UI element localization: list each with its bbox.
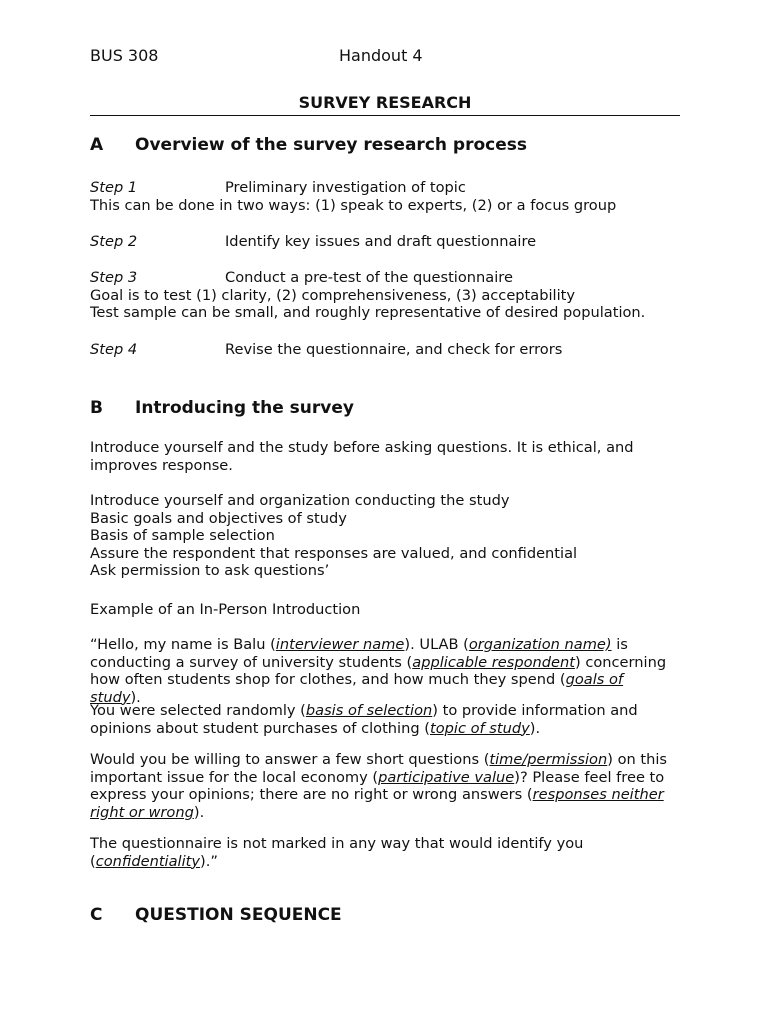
step-label: Step 2 — [90, 233, 138, 250]
placeholder-term: interviewer name — [275, 636, 405, 653]
section-b-title: Introducing the survey — [135, 398, 354, 418]
placeholder-term: organization name) — [468, 636, 612, 653]
section-b-letter: B — [90, 398, 103, 418]
section-c-title: QUESTION SEQUENCE — [135, 905, 342, 925]
example-label: Example of an In-Person Introduction — [90, 601, 361, 618]
list-item: Basis of sample selection — [90, 527, 275, 545]
section-a-heading — [90, 137, 527, 155]
intro-paragraph: Introduce yourself and the study before asking questions. It is ethical, and improves response. — [90, 439, 634, 474]
intro-checklist — [90, 492, 680, 580]
step-note: Goal is to test (1) clarity, (2) comprehensiveness, (3) acceptability — [90, 286, 576, 304]
step-note: This can be done in two ways: (1) speak to experts, (2) or a focus group — [90, 196, 617, 214]
list-item: Basic goals and objectives of study — [90, 509, 347, 527]
step-label: Step 3 — [90, 269, 138, 286]
section-a-letter: A — [90, 135, 104, 155]
placeholder-term: confidentiality — [95, 852, 201, 870]
step-2 — [90, 233, 680, 251]
document-title: SURVEY RESEARCH — [298, 93, 472, 112]
list-item: Assure the respondent that responses are valued, and confidential — [90, 544, 578, 562]
section-c-letter: C — [90, 905, 103, 925]
placeholder-term: goals of study — [90, 671, 624, 706]
example-paragraph-2: You were selected randomly (basis of selection) to provide information and opinions about student purchases of clothing (topic of study). — [90, 702, 638, 737]
placeholder-term: participative value — [378, 768, 515, 786]
step-4 — [90, 341, 680, 359]
example-paragraph-3: Would you be willing to answer a few short questions (time/permission) on this important issue for the local economy (participative value)? Please feel free to express your opinions; there are no right or wrong answers (responses neither right or wrong). — [90, 751, 668, 821]
section-c-heading — [90, 907, 342, 925]
list-item: Introduce yourself and organization conducting the study — [90, 492, 510, 509]
step-text: Conduct a pre-test of the questionnaire — [225, 269, 513, 286]
step-text: Preliminary investigation of topic — [225, 179, 466, 196]
placeholder-term: topic of study — [429, 719, 530, 737]
document-header — [90, 47, 680, 67]
placeholder-term: time/permission — [489, 751, 608, 768]
placeholder-term: basis of selection — [305, 702, 433, 719]
placeholder-term: applicable respondent — [412, 653, 575, 671]
handout-number: Handout 4 — [339, 46, 423, 65]
step-label: Step 1 — [90, 179, 138, 196]
step-text: Identify key issues and draft questionnaire — [225, 233, 537, 250]
section-a-title: Overview of the survey research process — [135, 135, 527, 155]
example-paragraph-4: The questionnaire is not marked in any way that would identify you (confidentiality).” — [90, 835, 584, 870]
title-divider — [90, 115, 680, 116]
section-b-heading — [90, 400, 354, 418]
placeholder-term: responses neither right or wrong — [90, 786, 664, 821]
example-paragraph-1: “Hello, my name is Balu (interviewer name). ULAB (organization name) is conducting a survey of university students (applicable respondent) concerning how often students shop for clothes, and how much they spend (goals of study). — [90, 636, 667, 706]
step-label: Step 4 — [90, 341, 138, 358]
step-3 — [90, 269, 680, 322]
list-item: Ask permission to ask questions’ — [90, 562, 330, 580]
step-1 — [90, 179, 680, 214]
step-text: Revise the questionnaire, and check for errors — [225, 341, 563, 358]
step-note: Test sample can be small, and roughly representative of desired population. — [90, 304, 646, 322]
course-code: BUS 308 — [90, 46, 159, 65]
